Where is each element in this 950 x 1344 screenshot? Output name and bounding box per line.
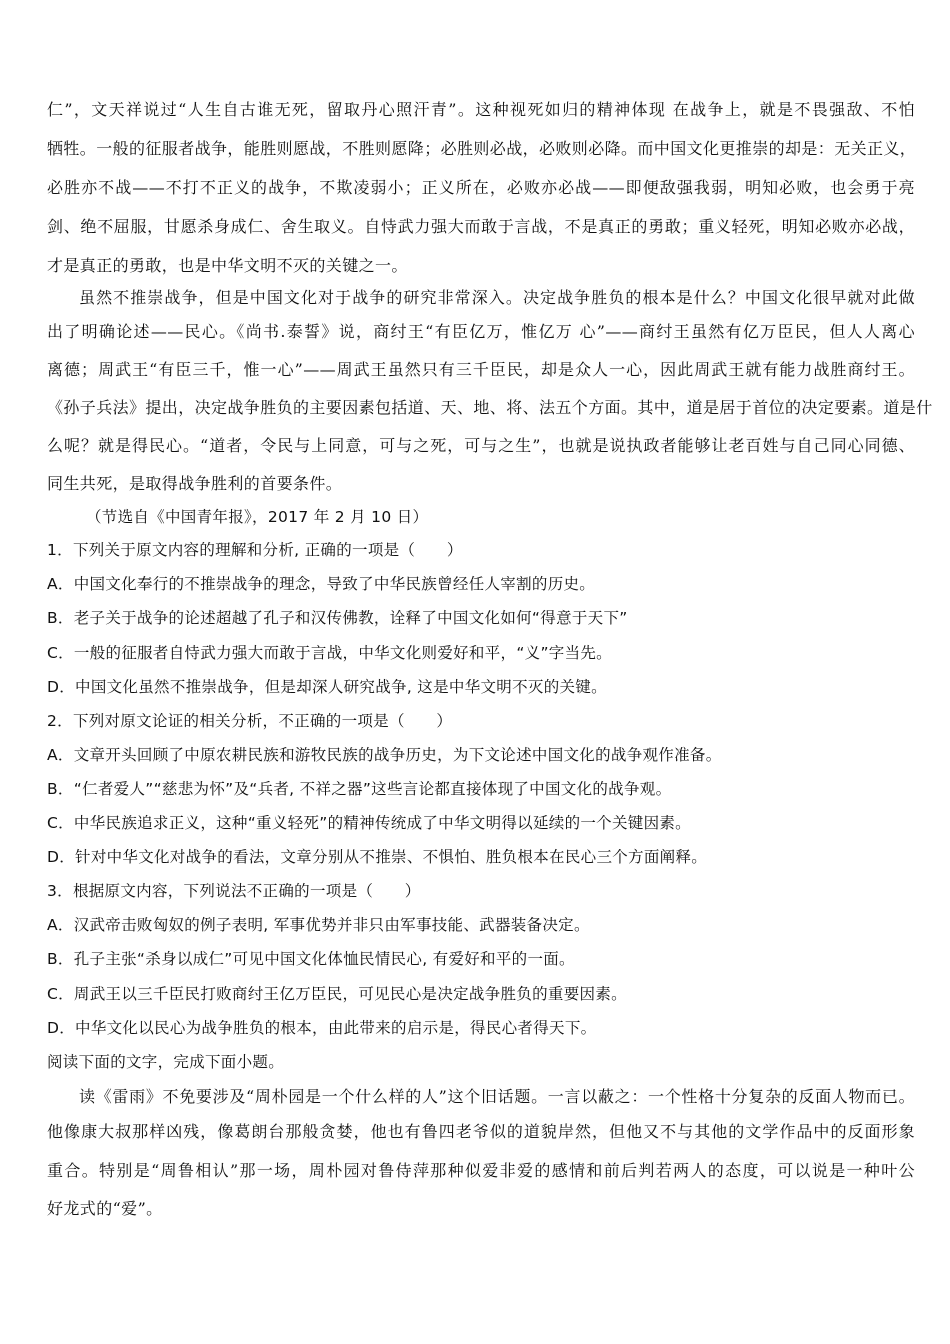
question-stem: 1．下列关于原文内容的理解和分析, 正确的一项是（ ） <box>47 541 463 559</box>
passage2-line: 他像康大叔那样凶残，像葛朗台那般贪婪，他也有鲁四老爷似的道貌岸然，但他又不与其他的文学作品中的反面形象 <box>47 1122 915 1141</box>
passage1-line: 仁”，文天祥说过“人生自古谁无死，留取丹心照汗青”。这种视死如归的精神体现 在战争上，就是不畏强敌、不怕 <box>47 100 915 119</box>
question-option: D．针对中华文化对战争的看法，文章分别从不推崇、不惧怕、胜负根本在民心三个方面阐释。 <box>47 848 708 866</box>
question-option: A．中国文化奉行的不推崇战争的理念，导致了中华民族曾经任人宰割的历史。 <box>47 575 596 593</box>
passage1-line: 同生共死，是取得战争胜利的首要条件。 <box>47 474 343 493</box>
question-option: C．周武王以三千臣民打败商纣王亿万臣民，可见民心是决定战争胜负的重要因素。 <box>47 985 627 1003</box>
passage1-line: 剑、绝不屈服，甘愿杀身成仁、舍生取义。自恃武力强大而敢于言战，不是真正的勇敢；重义轻死，明知必败亦必战， <box>47 217 915 236</box>
passage1-line: 才是真正的勇敢，也是中华文明不灭的关键之一。 <box>47 256 408 275</box>
question-option: A．汉武帝击败匈奴的例子表明, 军事优势并非只由军事技能、武器装备决定。 <box>47 916 590 934</box>
passage1-line: 么呢？就是得民心。“道者，令民与上同意，可与之死，可与之生”，也就是说执政者能够让老百姓与自己同心同德、 <box>47 436 915 455</box>
question-option: D．中华文化以民心为战争胜负的根本，由此带来的启示是，得民心者得天下。 <box>47 1019 597 1037</box>
question-option: D．中国文化虽然不推崇战争，但是却深人研究战争, 这是中华文明不灭的关键。 <box>47 678 607 696</box>
passage1-line: 必胜亦不战——不打不正义的战争，不欺凌弱小；正义所在，必败亦必战——即便敌强我弱，明知必败，也会勇于亮 <box>47 178 915 197</box>
question-option: B．“仁者爱人”“慈悲为怀”及“兵者, 不祥之器”这些言论都直接体现了中国文化的战争观。 <box>47 780 672 798</box>
passage2-line: 重合。特别是“周鲁相认”那一场，周朴园对鲁侍萍那种似爱非爱的感情和前后判若两人的态度，可以说是一种叶公 <box>47 1161 915 1180</box>
question-option: B．老子关于战争的论述超越了孔子和汉传佛教，诠释了中国文化如何“得意于天下” <box>47 609 628 627</box>
question-stem: 2．下列对原文论证的相关分析，不正确的一项是（ ） <box>47 712 453 730</box>
passage1-line: 牺牲。一般的征服者战争，能胜则愿战，不胜则愿降；必胜则必战，必败则必降。而中国文化更推崇的却是：无关正义， <box>47 139 917 158</box>
passage2-paragraph-start: 读《雷雨》不免要涉及“周朴园是一个什么样的人”这个旧话题。一言以蔽之：一个性格十分复杂的反面人物而已。 <box>79 1087 915 1106</box>
passage2-line: 好龙式的“爱”。 <box>47 1199 163 1218</box>
passage1-paragraph-start: 虽然不推崇战争，但是中国文化对于战争的研究非常深入。决定战争胜负的根本是什么？中国文化很早就对此做 <box>79 288 915 307</box>
question-option: A．文章开头回顾了中原农耕民族和游牧民族的战争历史，为下文论述中国文化的战争观作准备。 <box>47 746 722 764</box>
passage1-line: 《孙子兵法》提出，决定战争胜负的主要因素包括道、天、地、将、法五个方面。其中，道是居于首位的决定要素。道是什 <box>47 398 933 417</box>
question-stem: 3．根据原文内容，下列说法不正确的一项是（ ） <box>47 882 421 900</box>
passage1-line: 出了明确论述——民心。《尚书.泰誓》说，商纣王“有臣亿万，惟亿万 心”——商纣王虽然有亿万臣民，但人人离心 <box>47 322 915 341</box>
question-option: C．一般的征服者自恃武力强大而敢于言战，中华文化则爱好和平，“义”字当先。 <box>47 644 612 662</box>
question-option: C．中华民族追求正义，这种“重义轻死”的精神传统成了中华文明得以延续的一个关键因素。 <box>47 814 691 832</box>
passage1-line: 离德；周武王“有臣三千，惟一心”——周武王虽然只有三千臣民，却是众人一心，因此周武王就有能力战胜商纣王。 <box>47 360 915 379</box>
question-option: B．孔子主张“杀身以成仁”可见中国文化体恤民情民心, 有爱好和平的一面。 <box>47 950 575 968</box>
source-citation: （节选自《中国青年报》，2017 年 2 月 10 日） <box>86 508 429 526</box>
reading-instruction: 阅读下面的文字，完成下面小题。 <box>47 1053 285 1071</box>
